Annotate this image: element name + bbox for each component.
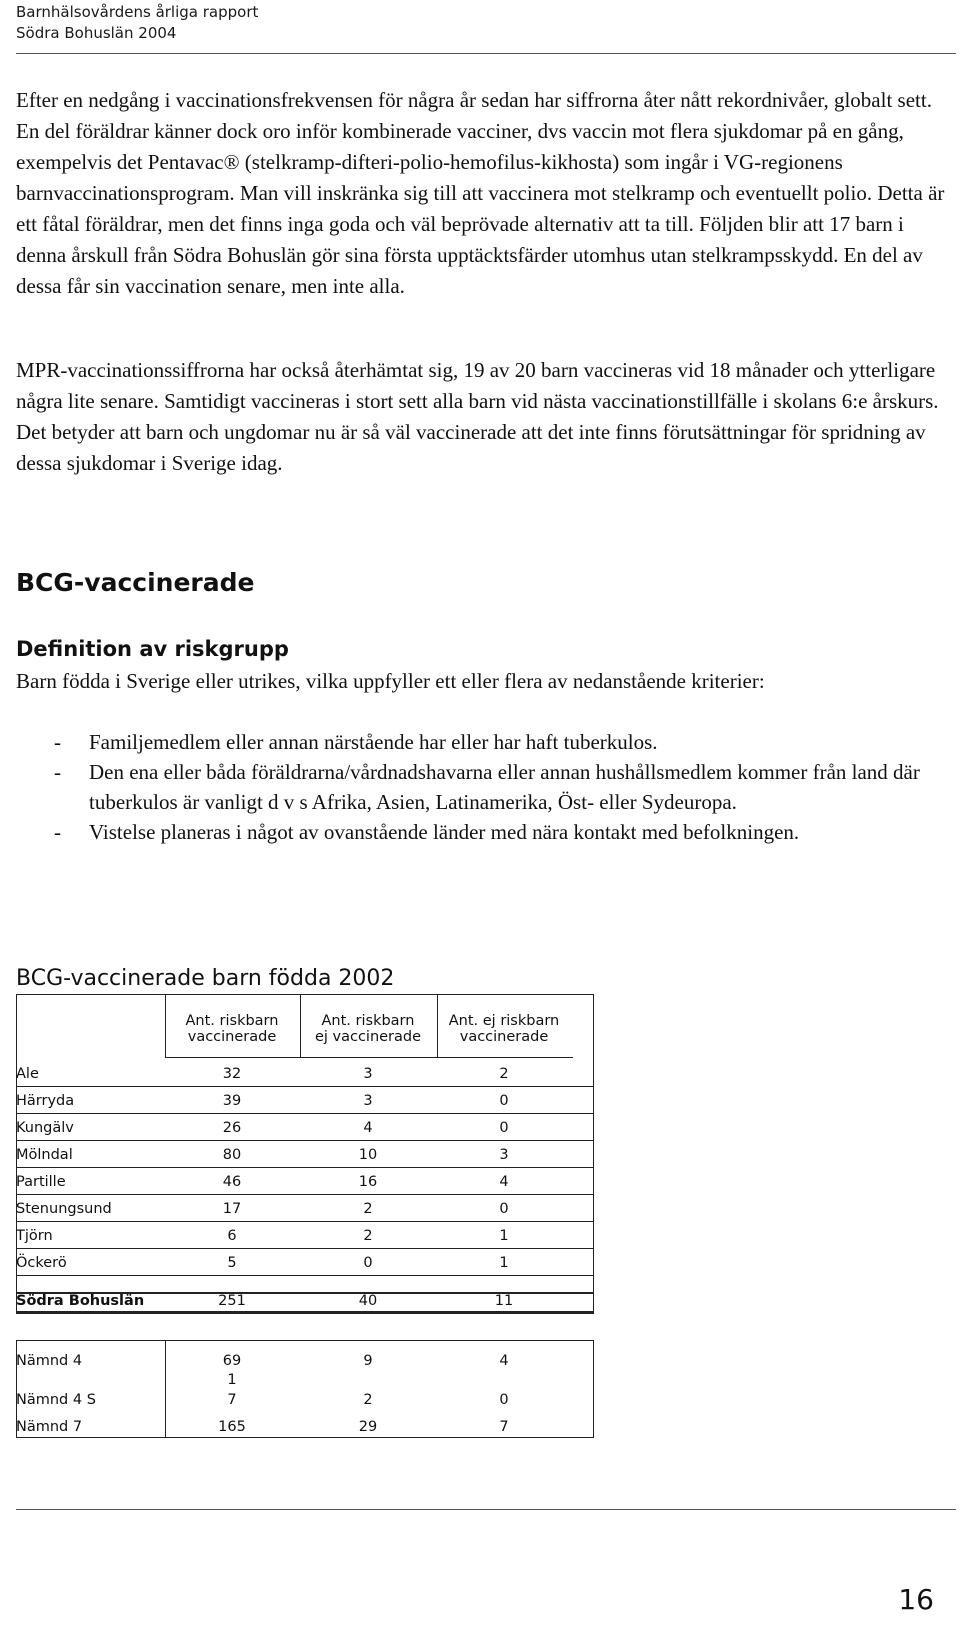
namnd-cell: 4 [499, 1353, 509, 1369]
table-cell: 2 [363, 1228, 373, 1244]
namnd-cell: 165 [218, 1419, 246, 1435]
table-row-label: Partille [16, 1174, 66, 1190]
total-cell: 40 [358, 1293, 378, 1309]
criteria-intro: Barn födda i Sverige eller utrikes, vilka uppfyller ett eller flera av nedanstående kriterier: [16, 669, 765, 693]
col-header-2: Ant. riskbarn ej vaccinerade [314, 1013, 422, 1045]
table-row-rule [16, 1086, 594, 1087]
table-cell: 3 [363, 1093, 373, 1109]
table-cell: 4 [499, 1174, 509, 1190]
table-cell: 0 [499, 1201, 509, 1217]
table-cell: 2 [363, 1201, 373, 1217]
paragraph-vaccination: Efter en nedgång i vaccinationsfrekvensen för några år sedan har siffrorna åter nått rekordnivåer, globalt sett. En del föräldrar känner dock oro inför kombinerade vacciner, dvs vaccin mot flera sjukdomar på en gång, exempelvis det Pentavac® (stelkramp-difteri-polio-hemofilus-kikhosta) som ingår i VG-regionens barnvaccinationsprogram. Man vill inskränka sig till att vaccinera mot stelkramp och eventuellt polio. Detta är ett fåtal föräldrar, men det finns inga goda och väl beprövade alternativ att ta till. Följden blir att 17 barn i denna årskull från Södra Bohuslän gör sina första upptäcktsfärder utomhus utan stelkrampsskydd. En del av dessa får sin vaccination senare, men inte alla. [16, 88, 945, 298]
table-row-rule [16, 1248, 594, 1249]
table-title: BCG-vaccinerade barn födda 2002 [16, 966, 395, 991]
table-col-divider [437, 994, 438, 1058]
table-row-rule [16, 1140, 594, 1141]
table-cell: 32 [222, 1066, 242, 1082]
namnd-cell: 69 [222, 1353, 242, 1369]
table-cell: 2 [499, 1066, 509, 1082]
table-row-label: Mölndal [16, 1147, 73, 1163]
namnd-row-label: Nämnd 4 [16, 1353, 83, 1369]
total-cell: 251 [218, 1293, 246, 1309]
col-header-1: Ant. riskbarn vaccinerade [185, 1013, 279, 1045]
namnd-extra-cell: 1 [227, 1372, 237, 1388]
criteria-list [16, 727, 946, 847]
namnd-cell: 0 [499, 1392, 509, 1408]
total-row-label: Södra Bohuslän [16, 1293, 145, 1309]
namnd-col-divider [165, 1340, 166, 1438]
table-cell: 6 [227, 1228, 237, 1244]
table-cell: 16 [358, 1174, 378, 1190]
table-row-label: Öckerö [16, 1255, 67, 1271]
table-row-rule [16, 1275, 594, 1276]
namnd-row-label: Nämnd 7 [16, 1419, 83, 1435]
bullet-dash: - [54, 760, 61, 784]
table-row-label: Stenungsund [16, 1201, 112, 1217]
criteria-item: - Familjemedlem eller annan närstående har eller har haft tuberkulos. [16, 727, 946, 757]
header-report-title: Barnhälsovårdens årliga rapport [16, 3, 259, 21]
table-cell: 46 [222, 1174, 242, 1190]
table-cell: 4 [363, 1120, 373, 1136]
table-cell: 5 [227, 1255, 237, 1271]
namnd-cell: 7 [227, 1392, 237, 1408]
section-title: BCG-vaccinerade [16, 568, 255, 597]
table-col-divider [165, 994, 166, 1058]
table-cell: 1 [499, 1228, 509, 1244]
table-row-rule [16, 1194, 594, 1195]
page-number: 16 [898, 1583, 934, 1616]
table-cell: 17 [222, 1201, 242, 1217]
table-row-rule [16, 1167, 594, 1168]
table-cell: 1 [499, 1255, 509, 1271]
namnd-row-label: Nämnd 4 S [16, 1392, 96, 1408]
table-cell: 0 [499, 1093, 509, 1109]
namnd-cell: 29 [358, 1419, 378, 1435]
table-cell: 26 [222, 1120, 242, 1136]
header-region-year: Södra Bohuslän 2004 [16, 24, 177, 42]
criteria-item: - Den ena eller båda föräldrarna/vårdnadshavarna eller annan hushållsmedlem kommer från land där tuberkulos är vanligt d v s Afrika, Asien, Latinamerika, Öst- eller Sydeuropa. [16, 757, 946, 817]
table-cell: 0 [363, 1255, 373, 1271]
table-row-rule [16, 1221, 594, 1222]
footer-rule [16, 1509, 956, 1510]
table-cell: 3 [499, 1147, 509, 1163]
table-row-rule [16, 1113, 594, 1114]
col-header-3: Ant. ej riskbarn vaccinerade [448, 1013, 560, 1045]
table-cell: 80 [222, 1147, 242, 1163]
criteria-item: - Vistelse planeras i något av ovanstående länder med nära kontakt med befolkningen. [16, 817, 946, 847]
table-cell: 39 [222, 1093, 242, 1109]
table-row-label: Ale [16, 1066, 39, 1082]
table-row-label: Tjörn [16, 1228, 53, 1244]
section-subtitle: Definition av riskgrupp [16, 637, 289, 661]
running-header [16, 2, 258, 44]
table-cell: 0 [499, 1120, 509, 1136]
namnd-cell: 2 [363, 1392, 373, 1408]
table-cell: 3 [363, 1066, 373, 1082]
table-header-rule [165, 1057, 573, 1058]
table-col-divider [300, 994, 301, 1058]
table-cell: 10 [358, 1147, 378, 1163]
paragraph-mpr: MPR-vaccinationssiffrorna har också återhämtat sig, 19 av 20 barn vaccineras vid 18 månader och ytterligare några lite senare. Samtidigt vaccineras i stort sett alla barn vid nästa vaccinationstillfälle i skolans 6:e årskurs. Det betyder att barn och ungdomar nu är så väl vaccinerade att det inte finns förutsättningar för spridning av dessa sjukdomar i Sverige idag. [16, 358, 939, 475]
table-row-label: Härryda [16, 1093, 75, 1109]
table-row-label: Kungälv [16, 1120, 74, 1136]
table-total-bottom-rule [16, 1311, 594, 1313]
namnd-cell: 9 [363, 1353, 373, 1369]
bullet-dash: - [54, 730, 61, 754]
bullet-dash: - [54, 820, 61, 844]
namnd-cell: 7 [499, 1419, 509, 1435]
header-rule [16, 53, 956, 54]
total-cell: 11 [494, 1293, 514, 1309]
